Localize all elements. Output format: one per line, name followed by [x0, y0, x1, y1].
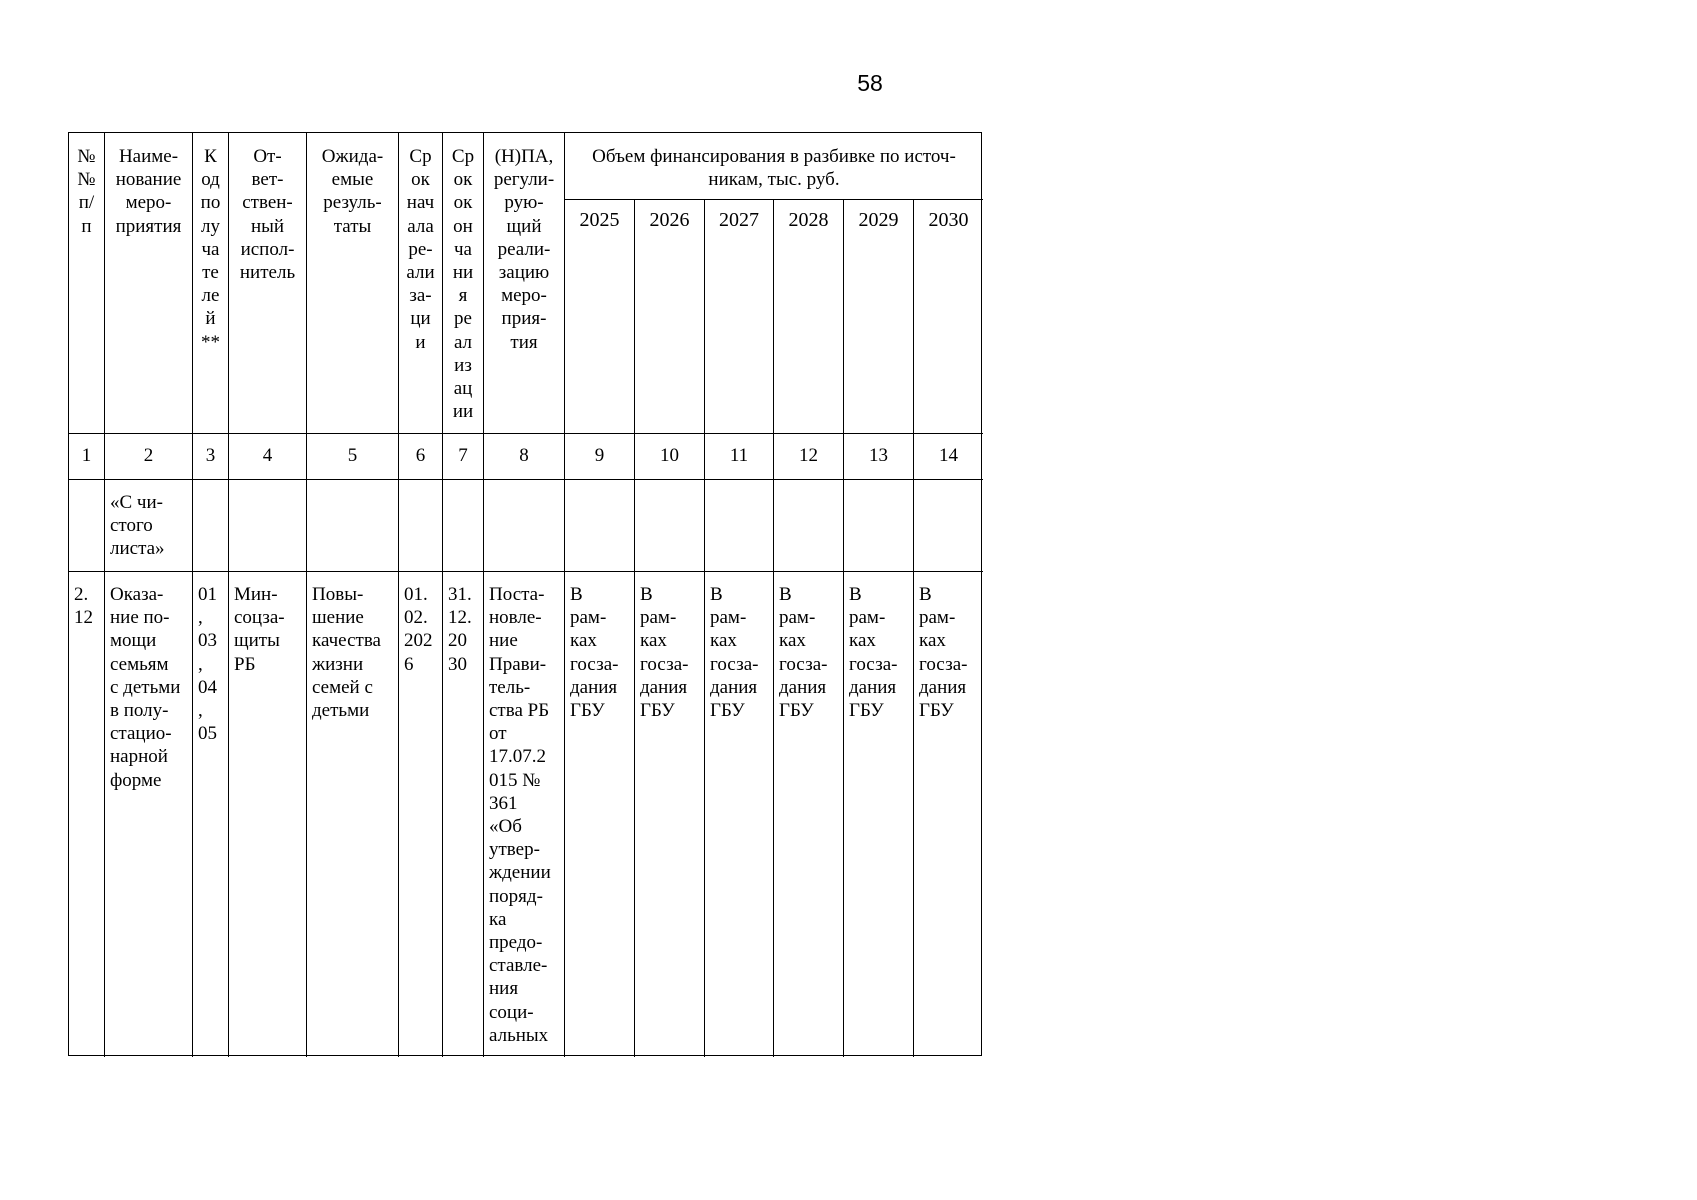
table-cell — [635, 480, 705, 572]
header-activity-name: Наиме- нование меро- приятия — [105, 133, 193, 434]
header-responsible-executor: От- вет- ствен- ный испол- нитель — [229, 133, 307, 434]
column-number: 7 — [443, 434, 484, 480]
header-year: 2025 — [565, 200, 635, 434]
header-start-date: Ср ок нач ала ре- али за- ци и — [399, 133, 443, 434]
table-cell: 01 , 03 , 04 , 05 — [193, 572, 229, 1057]
header-year: 2030 — [914, 200, 983, 434]
table-cell: 01. 02. 202 6 — [399, 572, 443, 1057]
header-year: 2026 — [635, 200, 705, 434]
table-cell: В рам- ках госза- дания ГБУ — [919, 584, 968, 722]
table-cell — [844, 480, 914, 572]
header-end-date: Ср ок ок он ча ни я ре ал из ац ии — [443, 133, 484, 434]
column-number: 14 — [914, 434, 983, 480]
table-cell — [565, 480, 635, 572]
table-cell: Мин- соцза- щиты РБ — [229, 572, 307, 1057]
column-number: 5 — [307, 434, 399, 480]
activities-table — [68, 132, 982, 1056]
table-cell — [774, 480, 844, 572]
table-cell — [705, 480, 774, 572]
column-number: 10 — [635, 434, 705, 480]
table-cell — [229, 480, 307, 572]
column-number: 2 — [105, 434, 193, 480]
column-number: 11 — [705, 434, 774, 480]
table-cell: В рам- ках госза- дания ГБУ — [635, 572, 705, 1057]
column-number: 6 — [399, 434, 443, 480]
table-cell — [69, 480, 105, 572]
table-cell: В рам- ках госза- дания ГБУ — [565, 572, 635, 1057]
column-number: 8 — [484, 434, 565, 480]
table-cell: Повы- шение качества жизни семей с детьми — [307, 572, 399, 1057]
column-number: 4 — [229, 434, 307, 480]
column-number: 1 — [69, 434, 105, 480]
table-cell: В рам- ках госза- дания ГБУ — [705, 572, 774, 1057]
table-cell: В рам- ках госза- дания ГБУ — [844, 572, 914, 1057]
table-cell — [484, 480, 565, 572]
column-number: 13 — [844, 434, 914, 480]
table-cell: 2. 12 — [69, 572, 105, 1057]
table-cell — [307, 480, 399, 572]
header-funding-group: Объем финансирования в разбивке по источ- никам, тыс. руб. — [565, 133, 983, 200]
header-year: 2029 — [844, 200, 914, 434]
header-legal-act: (Н)ПА, регули- рую- щий реали- зацию меро- прия- тия — [484, 133, 565, 434]
page-number: 58 — [857, 70, 883, 96]
table-cell — [914, 480, 983, 572]
column-number: 3 — [193, 434, 229, 480]
header-recipient-code: К од по лу ча те ле й ** — [193, 133, 229, 434]
column-number: 12 — [774, 434, 844, 480]
header-year: 2028 — [774, 200, 844, 434]
table-cell — [443, 480, 484, 572]
header-year: 2027 — [705, 200, 774, 434]
header-expected-results: Ожида- емые резуль- таты — [307, 133, 399, 434]
column-number: 9 — [565, 434, 635, 480]
table-cell: В рам- ках госза- дания ГБУ — [774, 572, 844, 1057]
table-cell — [193, 480, 229, 572]
table-cell: Оказа- ние по- мощи семьям с детьми в полу- стацио- нарной форме — [105, 572, 193, 1057]
table-cell: Поста- новле- ние Прави- тель- ства РБ от 17.07.2 015 № 361 «Об утвер- ждении поряд- ка предо- ставле- ния соци- альных — [484, 572, 565, 1057]
table-cell: «С чи- стого листа» — [105, 480, 193, 572]
header-row-number: № № п/ п — [69, 133, 105, 434]
table-cell — [399, 480, 443, 572]
table-cell: 31. 12. 20 30 — [443, 572, 484, 1057]
